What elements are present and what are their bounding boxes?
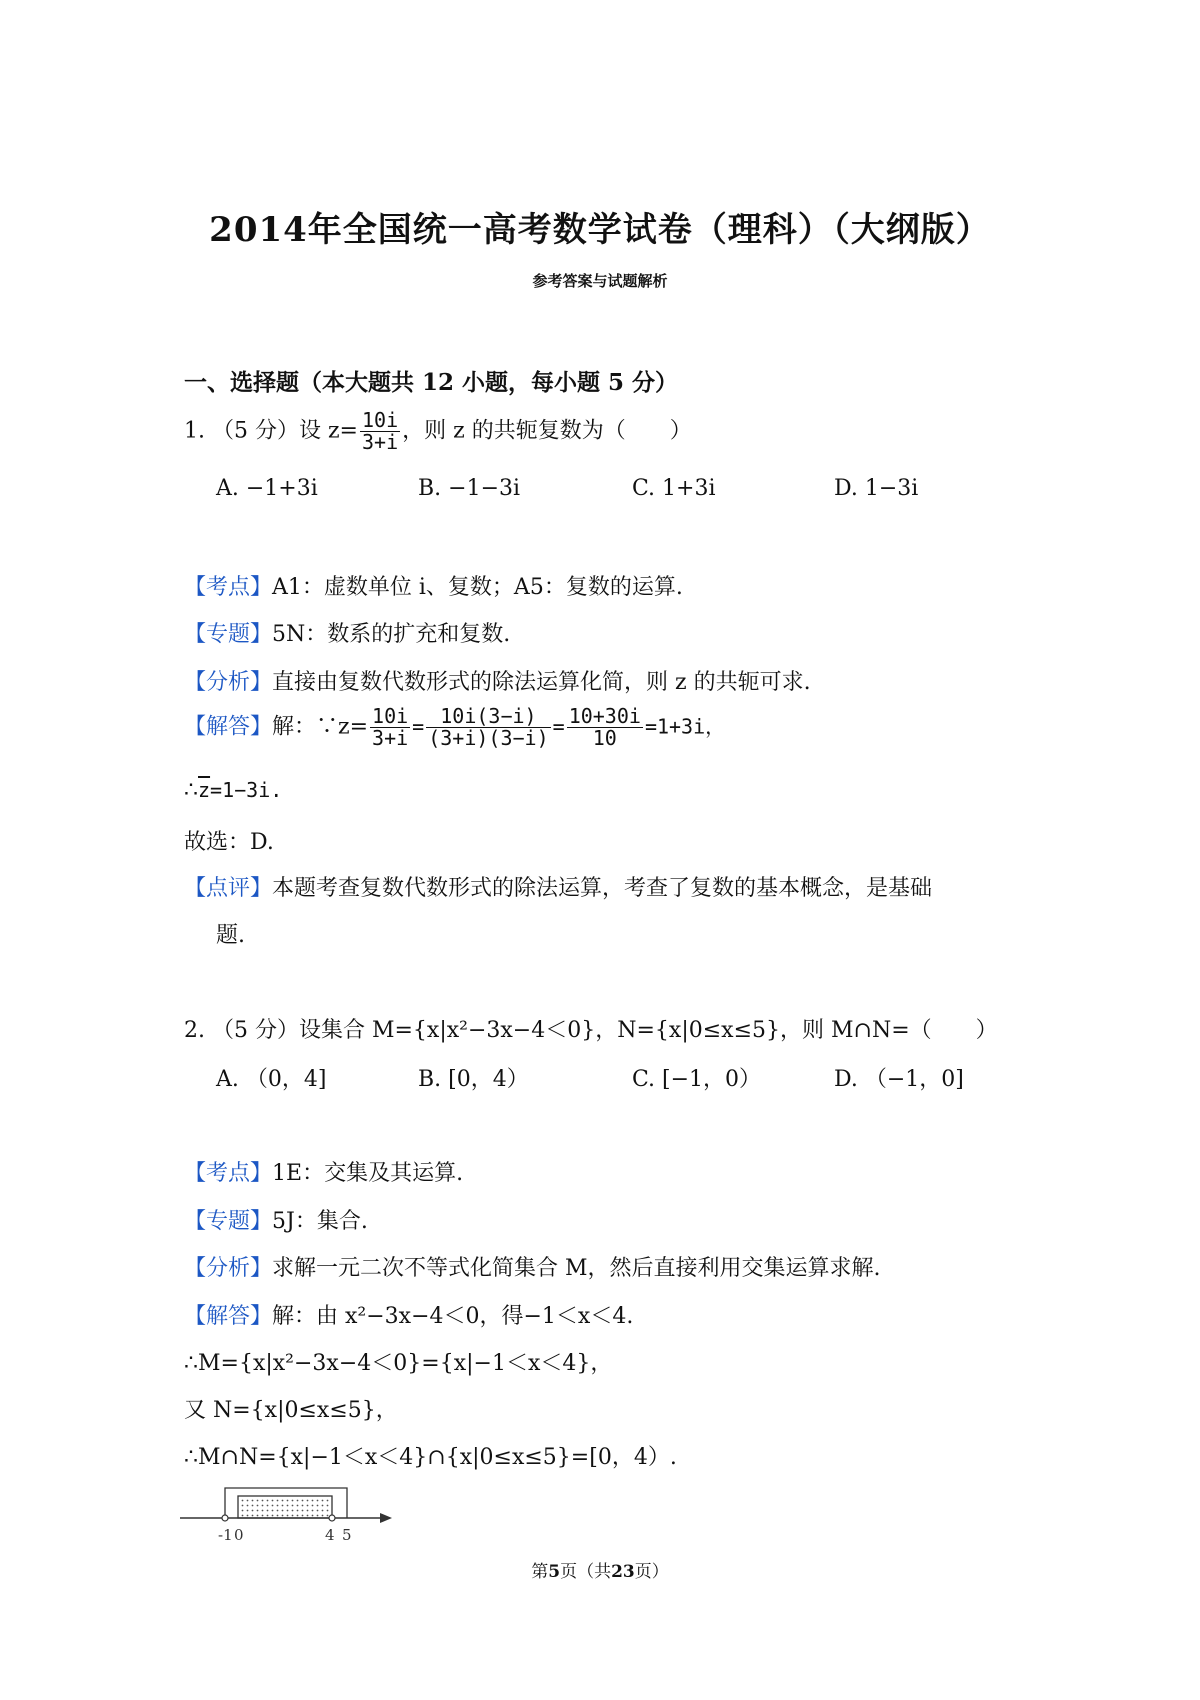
open-point-four xyxy=(329,1515,335,1521)
q1-conjugate xyxy=(184,778,282,803)
q1-option-c: C. 1+3i xyxy=(632,476,716,501)
q2-option-b: B. [0，4） xyxy=(418,1067,529,1092)
page-footer xyxy=(0,1557,1200,1582)
q2-option-c: C. [−1，0） xyxy=(632,1067,762,1092)
f1-den: 3+i xyxy=(372,726,409,750)
open-point-minus-one xyxy=(222,1515,228,1521)
q2-kaodian xyxy=(184,1156,463,1187)
q1-jieda xyxy=(184,706,725,749)
f3-den: 10 xyxy=(592,726,617,750)
q1-zhuanti-text: 5N：数系的扩充和复数. xyxy=(272,622,511,647)
axis-arrow xyxy=(380,1513,392,1523)
q2-fenxi-text: 求解一元二次不等式化简集合 M，然后直接利用交集运算求解. xyxy=(272,1256,881,1281)
q2-set-m: ∴M={x|x²−3x−4＜0}={x|−1＜x＜4}， xyxy=(184,1351,613,1376)
tick-label-five: 5 xyxy=(342,1526,352,1544)
therefore-symbol: ∴ xyxy=(184,778,198,803)
f3-num: 10+30i xyxy=(568,704,641,728)
footer-pre: 第 xyxy=(531,1562,549,1582)
tick-label-four: 4 xyxy=(325,1526,335,1544)
q1-zhuanti xyxy=(184,617,510,648)
q1-jieda-frac-1 xyxy=(370,706,410,749)
eq-sign-2: = xyxy=(552,714,565,739)
q2-intersection: ∴M∩N={x|−1＜x＜4}∩{x|0≤x≤5}=[0，4）. xyxy=(184,1445,677,1470)
tag-kaodian: 【考点】 xyxy=(184,575,273,600)
q2-option-a: A. （0，4] xyxy=(216,1067,327,1092)
q2-stem: 2. （5 分）设集合 M={x|x²−3x−4＜0}，N={x|0≤x≤5}，则 M∩N=（ ） xyxy=(184,1018,998,1043)
q1-stem xyxy=(184,410,692,453)
tag-zhuanti: 【专题】 xyxy=(184,622,273,647)
q1-jieda-prefix: 解：∵z= xyxy=(272,714,369,740)
f2-den: (3+i)(3−i) xyxy=(428,726,549,750)
footer-mid: 页（共 xyxy=(560,1562,612,1582)
q1-frac-den: 3+i xyxy=(362,430,399,454)
tag-kaodian: 【考点】 xyxy=(184,1161,273,1186)
footer-total-pages: 23 xyxy=(611,1562,635,1582)
tag-jieda: 【解答】 xyxy=(184,714,273,740)
f1-num: 10i xyxy=(372,704,409,728)
number-line-diagram xyxy=(180,1478,400,1544)
q1-dianping-cont: 题. xyxy=(216,923,245,948)
section-heading: 一、选择题（本大题共 12 小题，每小题 5 分） xyxy=(184,369,679,396)
q1-frac-num: 10i xyxy=(362,408,399,432)
q1-jieda-frac-3 xyxy=(567,706,643,749)
q1-option-d: D. 1−3i xyxy=(834,476,919,501)
q2-fenxi xyxy=(184,1251,881,1282)
q2-jieda-text: 解：由 x²−3x−4＜0，得−1＜x＜4. xyxy=(272,1304,634,1329)
tag-jieda: 【解答】 xyxy=(184,1304,273,1329)
f2-num: 10i(3−i) xyxy=(426,706,550,728)
page-subtitle: 参考答案与试题解析 xyxy=(532,272,668,290)
z-bar: $\overline{z}$ xyxy=(198,778,211,802)
q1-suffix: ，则 z 的共轭复数为（ ） xyxy=(402,418,692,444)
tag-fenxi: 【分析】 xyxy=(184,670,273,695)
footer-post: 页） xyxy=(634,1562,669,1582)
tag-zhuanti: 【专题】 xyxy=(184,1209,273,1234)
tag-fenxi: 【分析】 xyxy=(184,1256,273,1281)
q1-fenxi xyxy=(184,665,811,696)
q1-jieda-frac-2 xyxy=(426,706,550,749)
page-title: 2014年全国统一高考数学试卷（理科）（大纲版） xyxy=(209,210,991,250)
q1-fraction xyxy=(360,410,400,453)
q1-fenxi-text: 直接由复数代数形式的除法运算化简，则 z 的共轭可求. xyxy=(272,670,811,695)
tick-label-minus-one: -1 xyxy=(218,1526,233,1544)
jieda-suffix: =1+3i， xyxy=(644,714,726,739)
conjugate-value: =1−3i. xyxy=(210,778,283,802)
q2-option-d: D. （−1，0] xyxy=(834,1067,964,1092)
q1-kaodian-text: A1：虚数单位 i、复数；A5：复数的运算. xyxy=(272,575,683,600)
q1-prefix: 1. （5 分）设 z= xyxy=(184,418,358,444)
q1-dianping-text: 本题考查复数代数形式的除法运算，考查了复数的基本概念，是基础 xyxy=(272,876,933,901)
q2-jieda xyxy=(184,1299,633,1330)
q2-zhuanti xyxy=(184,1204,368,1235)
eq-sign-1: = xyxy=(412,714,425,739)
tick-label-zero: 0 xyxy=(234,1526,244,1544)
set-n-shaded-region xyxy=(238,1496,332,1518)
q1-kaodian xyxy=(184,570,683,601)
q1-dianping xyxy=(184,871,932,902)
q1-answer: 故选：D. xyxy=(184,830,274,855)
q1-option-a: A. −1+3i xyxy=(216,476,318,501)
q1-option-b: B. −1−3i xyxy=(418,476,521,501)
q2-zhuanti-text: 5J：集合. xyxy=(272,1209,368,1234)
q2-kaodian-text: 1E：交集及其运算. xyxy=(272,1161,464,1186)
tag-dianping: 【点评】 xyxy=(184,876,273,901)
footer-page-number: 5 xyxy=(548,1562,561,1582)
q2-set-n: 又 N={x|0≤x≤5}， xyxy=(184,1398,398,1423)
